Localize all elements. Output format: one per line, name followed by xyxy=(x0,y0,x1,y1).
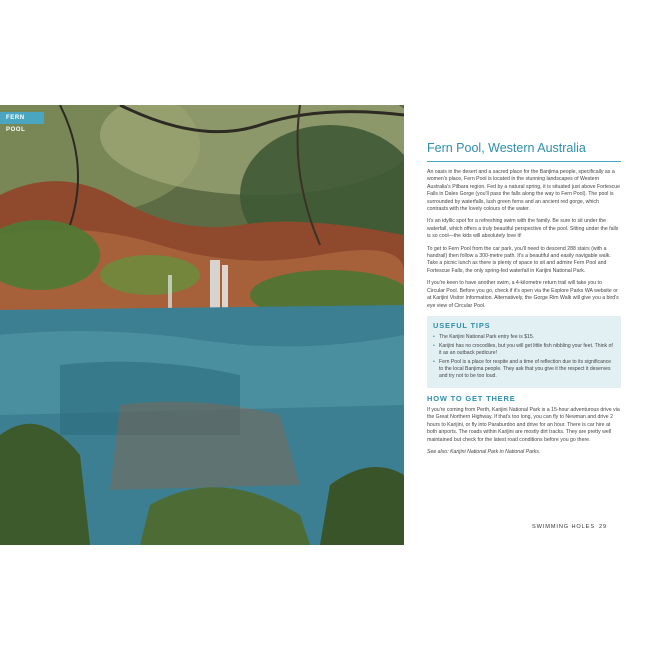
useful-tips-box xyxy=(427,316,621,388)
page-footer xyxy=(532,524,607,530)
paragraph: It's an idyllic spot for a refreshing swim with the family. Be sure to sit under the waterfall, which offers a truly beautiful perspective of the pool. Sitting under the falls is so cool—the kids will absolutely love it! xyxy=(427,218,619,240)
paragraph: If you're keen to have another swim, a 4-kilometre return trail will take you to Circular Pool. Before you go, check if it's open via the Explore Parks WA website or at Karijini Visitor Information. Alternatively, the Gorge Rim Walk will give you a bird's eye view of Circular Pool. xyxy=(427,280,619,309)
bullet-icon: • xyxy=(433,333,435,340)
photo-illustration xyxy=(0,105,404,545)
tip-text: The Karijini National Park entry fee is $15. xyxy=(439,333,535,340)
how-to-get-there-text: If you're coming from Perth, Karijini National Park is a 15-hour adventurous drive via the Great Northern Highway. If that's too long, you can fly to Newman and drive 2 hours to Karijini, or fly into Paraburdoo and drive for an hour. There is car hire at both airports. The roads within Karijini are mostly dirt tracks. They are pretty well maintained but check for the latest road conditions before you go there. xyxy=(427,406,620,443)
see-also: See also: Karijini National Park in National Parks. xyxy=(427,448,541,455)
tip-text: Karijini has no crocodiles, but you will get little fish nibbling your feet. Think of it as an outback pedicure! xyxy=(439,342,613,356)
paragraph: To get to Fern Pool from the car park, you'll need to descend 288 stairs (with a handrail) then follow a 300-metre path. It's a beautiful and easily navigable walk. Take a picnic lunch as there is plenty of space to sit and admire Fern Pool and Fortescue Falls, the only spring-fed waterfall in Karijini National Park. xyxy=(427,245,611,274)
page-number: 29 xyxy=(598,524,607,530)
bullet-icon: • xyxy=(433,342,435,349)
bullet-icon: • xyxy=(433,358,435,365)
tips-heading: USEFUL TIPS xyxy=(433,320,491,330)
footer-section: SWIMMING HOLES xyxy=(532,524,595,530)
tip-text: Fern Pool is a place for respite and a time of reflection due to its significance to the local Banjima people. They ask that you give it the respect it deserves and try not to be too loud. xyxy=(439,358,612,379)
tip-item xyxy=(433,359,615,380)
fern-pool-photo xyxy=(0,105,404,545)
paragraph: An oasis in the desert and a sacred place for the Banjima people, specifically as a women's place, Fern Pool is located in the stunning landscapes of Western Australia's Pilbara region. Fed by a natural spring, it is situated just above Fortescue Falls in Dales Gorge (you'll pass the falls along the way to Fern Pool). The pool is surrounded by waterfalls, lush green ferns and an ancient red gorge, which contrasts with the lovely colours of the water. xyxy=(427,169,621,213)
article-title: Fern Pool, Western Australia xyxy=(427,141,586,155)
tip-item xyxy=(433,334,615,341)
tip-item xyxy=(433,343,615,357)
how-to-get-there-heading: HOW TO GET THERE xyxy=(427,393,516,403)
section-tab: FERN POOL xyxy=(0,112,44,124)
article-column xyxy=(427,140,621,456)
title-divider xyxy=(427,161,621,162)
